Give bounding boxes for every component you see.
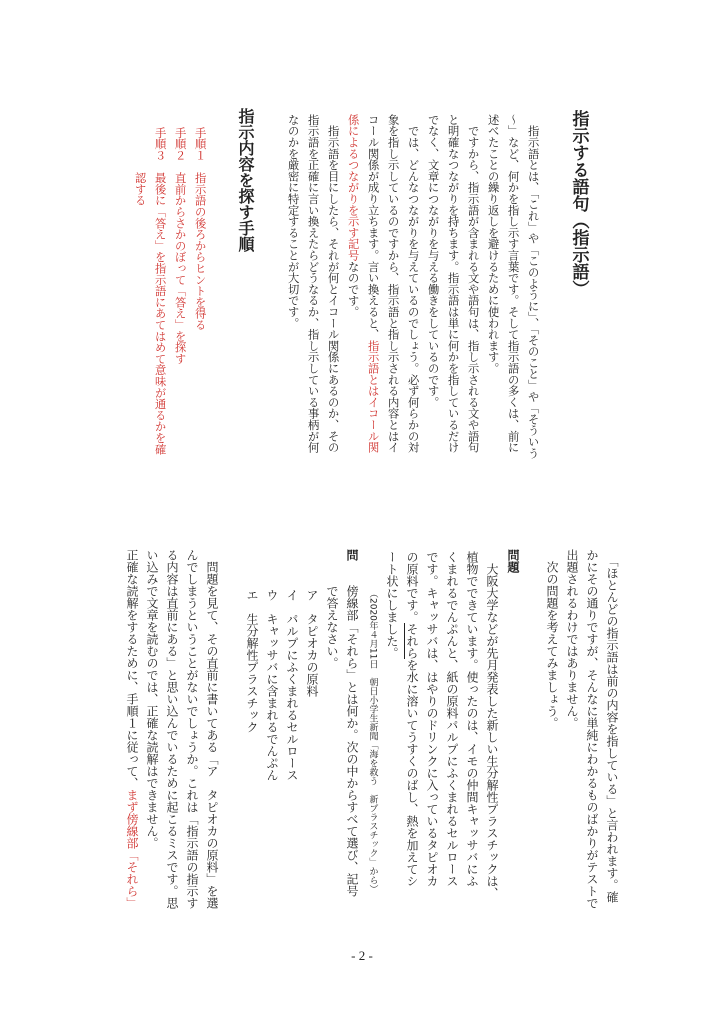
highlighted-text: まず傍線部「それら」: [125, 789, 139, 909]
text-segment: 大阪大学などが先月発表した新しい生分解性プラスチックは、: [485, 551, 499, 899]
body-line: [367, 114, 378, 453]
text-segment: では、どんなつながりを与えているのでしょう。必ず何らかの対: [406, 114, 420, 453]
explanation-line: [146, 549, 158, 849]
answer-option: [246, 553, 258, 733]
body-line: [387, 114, 398, 453]
text-segment: 問: [345, 549, 359, 561]
passage-line: [446, 551, 458, 887]
text-segment: 問題: [506, 549, 520, 573]
source-citation: [368, 589, 377, 893]
text-segment: 傍線部「それら」とは何か。次の中からすべて選び、記号: [345, 561, 359, 897]
answer-option: [306, 553, 318, 697]
body-line: [307, 114, 318, 453]
text-segment: 指示内容を探す手順: [236, 108, 255, 252]
section-title: [570, 110, 587, 297]
text-segment: 植物でできています。使ったのは、イモの仲間キャッサバにふ: [465, 551, 479, 887]
text-segment: 指示語を目にしたら、それが何とイコール関係にあるのか、その: [326, 114, 340, 453]
body-line: [527, 114, 538, 459]
text-segment: 指示する語句（指示語）: [568, 110, 589, 297]
text-segment: んでしまうということがないでしょうか。これは「指示語の指示す: [185, 549, 199, 909]
problem-heading: [507, 549, 519, 573]
page-number: - 2 -: [351, 948, 373, 963]
text-segment: の原料です。: [405, 551, 419, 623]
intro-line: [546, 549, 558, 729]
step-line: [154, 127, 165, 455]
text-segment: 問題を見て、その直前に書いてある「ア タピオカの原料」を選: [205, 549, 219, 909]
text-segment: くまれるでんぷんと、紙の原料パルプにふくまれるセルロース: [445, 551, 459, 887]
step-line: [134, 127, 145, 206]
explanation-line: [206, 549, 218, 909]
body-line: [467, 114, 478, 453]
body-line: [447, 114, 458, 453]
passage-line: [426, 551, 438, 887]
body-line: [347, 114, 358, 317]
intro-line: [586, 549, 598, 909]
text-segment: イ パルプにふくまれるセルロース: [285, 553, 299, 781]
text-segment: かにその通りですが、そんなに単純にわかるものばかりがテストで: [585, 549, 599, 909]
passage-line: [486, 551, 498, 899]
body-line: [507, 114, 518, 453]
text-segment: 次の問題を考えてみましょう。: [545, 549, 559, 729]
body-line: [327, 114, 338, 453]
passage-line: [406, 551, 418, 887]
text-segment: 述べたことの繰り返しを避けるために使われます。: [486, 114, 500, 374]
highlighted-text: 指示語とはイコール関: [366, 340, 380, 453]
answer-option: [266, 553, 278, 781]
passage-line: [386, 551, 398, 659]
text-segment: い込みで文章を読むのでは、正確な読解はできません。: [145, 549, 159, 849]
explanation-line: [126, 549, 138, 909]
text-segment: なのです。: [346, 260, 360, 318]
text-segment: 象を指し示しているのですから、指示語と指し示される内容とはイ: [386, 114, 400, 453]
text-segment: ート状にしました。: [385, 551, 399, 659]
text-segment: 指示語を正確に言い換えたらどうなるか、指し示している事柄が何: [306, 114, 320, 453]
text-segment: ウ キャッサバに含まれるでんぷん: [265, 553, 279, 781]
highlighted-text: 係によるつながりを示す記号: [346, 114, 360, 261]
highlighted-text: 手順１ 指示語の後ろからヒントを得る: [193, 127, 207, 331]
text-segment: でなく、文章につながりを与える働きをしているのです。: [426, 114, 440, 408]
answer-option: [286, 553, 298, 781]
explanation-line: [186, 549, 198, 909]
body-line: [427, 114, 438, 408]
body-line: [407, 114, 418, 453]
explanation-line: [166, 549, 178, 909]
passage-line: [466, 551, 478, 887]
text-segment: （2020年４月11日 朝日小学生新聞「海を救う 新プラスチック」から）: [367, 589, 378, 894]
steps-heading: [237, 108, 253, 252]
text-segment: ですから、指示語が含まれる文や語句は、指し示される文や語句: [466, 114, 480, 453]
text-segment: を水に溶いてうすくのばし、熱を加えてシ: [405, 659, 419, 887]
question-line: [346, 549, 358, 897]
text-segment: なのかを厳密に特定することが大切です。: [286, 114, 300, 329]
highlighted-text: 認する: [133, 127, 147, 207]
text-segment: と明確なつながりを持ちます。指示語は単に何かを指しているだけ: [446, 114, 460, 453]
step-line: [194, 127, 205, 330]
text-segment: ア タピオカの原料: [305, 553, 319, 697]
text-segment: 正確な読解をするために、手順１に従って、: [125, 549, 139, 789]
text-segment: 「ほとんどの指示語は前の内容を指している」と言われます。確: [605, 549, 619, 903]
text-segment: 指示語とは、「これ」や「このように」、「そのこと」や「そういう: [526, 114, 540, 459]
text-segment: エ 生分解性プラスチック: [245, 553, 259, 733]
intro-line: [606, 549, 618, 903]
highlighted-text: 手順３ 最後に「答え」を指示語にあてはめて意味が通るかを確: [153, 127, 167, 455]
underlined-text: それら: [405, 623, 419, 659]
body-line: [287, 114, 298, 329]
text-segment: 〜」など、何かを指し示す言葉です。そして指示語の多くは、前に: [506, 114, 520, 453]
question-line: [326, 549, 338, 669]
body-line: [487, 114, 498, 374]
step-line: [174, 127, 185, 364]
text-segment: です。キャッサバは、はやりのドリンクに入っているタピオカ: [425, 551, 439, 887]
highlighted-text: 手順２ 直前からさかのぼって「答え」を探す: [173, 127, 187, 365]
text-segment: で答えなさい。: [325, 549, 339, 669]
text-segment: コール関係が成り立ちます。言い換えると、: [366, 114, 380, 340]
text-segment: 出題されるわけではありません。: [565, 549, 579, 729]
text-segment: る内容は直前にある」と思い込んでいるために起こるミスです。思: [165, 549, 179, 909]
intro-line: [566, 549, 578, 729]
